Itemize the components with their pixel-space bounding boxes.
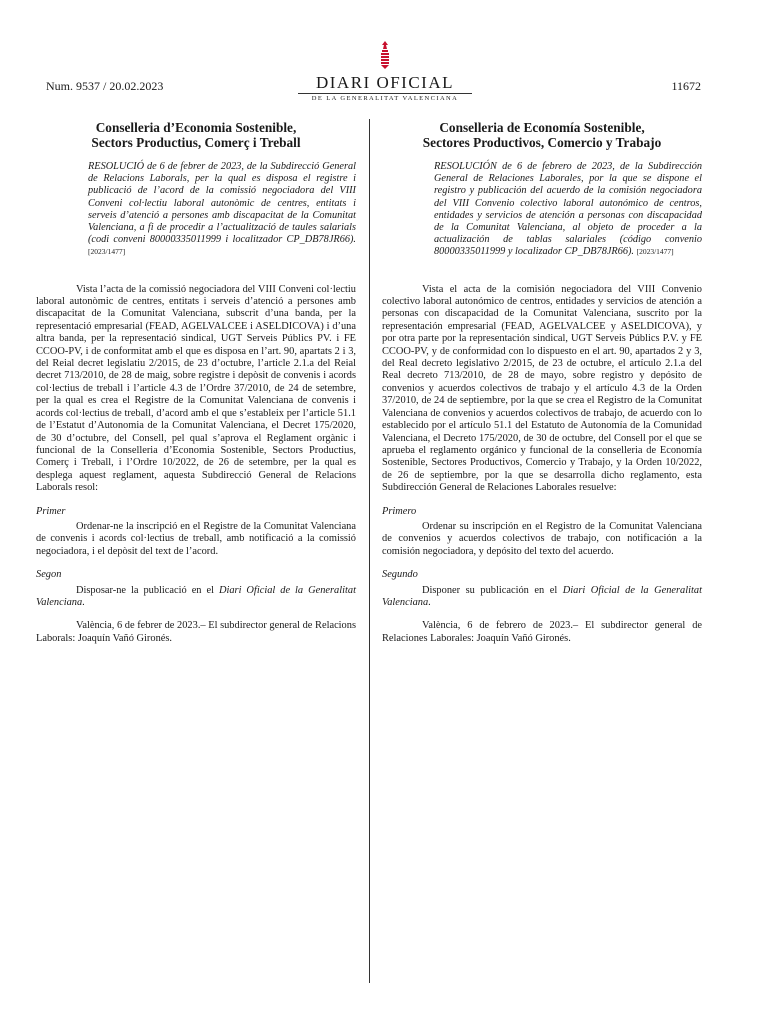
- logo-title: DIARI OFICIAL: [315, 73, 455, 92]
- column-divider: [369, 119, 370, 983]
- reference-code: [2023/1477]: [636, 247, 674, 257]
- signature: València, 6 de febrero de 2023.– El subdirector general de Relaciones Laborales: Joaquín Vañó Gironés.: [382, 620, 702, 644]
- second-disposition-post: .: [428, 596, 431, 608]
- section-label-second: Segundo: [382, 569, 418, 581]
- department-heading: [382, 120, 702, 150]
- dogv-logo: [290, 40, 480, 102]
- section-label-first: Primero: [382, 505, 417, 517]
- section-label-first: Primer: [36, 505, 66, 517]
- section-label-second: Segon: [36, 569, 62, 581]
- resolution-summary: [382, 161, 702, 259]
- second-disposition-post: .: [82, 596, 85, 608]
- department-heading-line2: Sectors Productius, Comerç i Treball: [91, 135, 301, 150]
- column-spanish: [382, 120, 702, 645]
- resolution-label: RESOLUCIÓ: [88, 161, 145, 172]
- second-disposition: [382, 585, 702, 610]
- bat-crest-icon: [378, 40, 392, 70]
- resolution-text: de 6 de febrer de 2023, de la Subdirecció General de Relacions Laborals, per la qual es disposa el registre i publicació de l’acord de la comissió negociadora del VIII Conveni col·lectiu laboral autonòmic de centres, entitats i serveis d’atenció a persones amb discapacitat de la Comunitat Valenciana, a fi de procedir a l’actualització de taules salarials (codi conveni 80000335011999 i localitzador CP_DB78JR66).: [88, 161, 356, 246]
- column-valencian: [36, 120, 356, 645]
- issue-number-date: Num. 9537 / 20.02.2023: [46, 79, 164, 93]
- resolution-summary: [36, 161, 356, 259]
- department-heading-line1: Conselleria d’Economia Sostenible,: [95, 120, 297, 135]
- body-paragraph: Vista l’acta de la comissió negociadora del VIII Conveni col·lectiu laboral autonòmic de centres, entitats i serveis d’atenció a persones amb discapacitat de la Comunitat Valenciana, subscrit d’una banda, per la representació empresarial (FEAD, AGELVALCEE i ASELDICOVA) i d’una altra banda, per la representació sindical, UGT Serveis Públics PV. i FE CCOO-PV, i de conformitat amb el que es disposa en l’art. 90, apartats 2 i 3, del Reial decret legislatiu 2/2015, de 23 d’octubre, l’article 2.1.a del Reial decret 713/2010, de 28 de maig, sobre registre i depòsit de convenis i acords col·lectius de treball i l’article 4.3 de l’Ordre 37/2010, de 24 de setembre, per la qual es crea el Registre de la Comunitat Valenciana de convenis i acords col·lectius de treball, d’acord amb el que s’estableix per l’article 51.1 de l’Estatut d’Autonomia de la Comunitat Valenciana, el Decret 175/2020, de 30 d’octubre, del Consell, pel qual s’aprova el Reglament orgànic i funcional de la Conselleria d’Economia Sostenible, Sectors Productius, Comerç i Treball, i l’Ordre 10/2022, de 26 de setembre, per la qual es desplega aquest reglament, aquesta Subdirecció General de Relacions Laborals resol:: [36, 283, 356, 494]
- page-number: 11672: [671, 79, 701, 93]
- department-heading: [36, 120, 356, 150]
- logo-subtitle: DE LA GENERALITAT VALENCIANA: [298, 93, 472, 102]
- first-disposition: Ordenar-ne la inscripció en el Registre de la Comunitat Valenciana de convenis i acords col·lectius de treball, amb notificació a la comissió negociadora, i el depòsit del text de l’acord.: [36, 520, 356, 557]
- signature: València, 6 de febrer de 2023.– El subdirector general de Relacions Laborals: Joaquín Vañó Gironés.: [36, 620, 356, 644]
- second-disposition-pre: Disponer su publicación en el: [422, 584, 563, 596]
- resolution-text: de 6 de febrero de 2023, de la Subdirección General de Relaciones Laborales, por la que se dispone el registro y publicación del acuerdo de la comisión negociadora del VIII Convenio colectivo laboral autonómico de centros, entidades y servicios de atención a personas con discapacidad de la Comunitat Valenciana, al objeto de proceder a la actualización de tablas salariales (código convenio 80000335011999 y localizador CP_DB78JR66).: [434, 161, 702, 258]
- reference-code: [2023/1477]: [88, 247, 126, 257]
- first-disposition: Ordenar su inscripción en el Registro de la Comunitat Valenciana de convenios y acuerdos colectivos de trabajo, con notificación a la comisión negociadora, y depósito del texto del acuerdo.: [382, 520, 702, 557]
- resolution-label: RESOLUCIÓN: [434, 161, 497, 172]
- second-disposition-pre: Disposar-ne la publicació en el: [76, 584, 219, 596]
- body-paragraph: Vista el acta de la comisión negociadora del VIII Convenio colectivo laboral autonómico de centros, entidades y servicios de atención a personas con discapacidad de la Comunitat Valenciana, suscrito por la representación empresarial (FEAD, AGELVALCEE y ASELDICOVA), y por otra parte por la representación sindical, UGT Serveis Públics P.V. y FE CCOO-PV, y de conformidad con lo dispuesto en el art. 90, apartados 2 y 3, del Real decreto legislativo 2/2015, de 23 de octubre, el artículo 2.1.a del Real decreto 713/2010, de 28 de mayo, sobre registro y depósito de convenios y acuerdos colectivos de trabajo y el artículo 4.3 de la Orden 37/2010, de 24 de septiembre, por la que se crea el Registro de la Comunitat Valenciana de convenios y acuerdos colectivos de trabajo, de acuerdo con lo establecido por el artículo 51.1 del Estatuto de Autonomía de la Comunidad Valenciana, el Decreto 175/2020, de 30 de octubre, del Consell por el que se aprueba el reglamento orgánico y funcional de la conselleria de Economía Sostenible, Sectores Productivos, Comercio y Trabajo, y la Orden 10/2022, de 26 de septiembre, por la que se desarrolla dicho reglamento, esta Subdirección General de Relaciones Laborales resuelve:: [382, 283, 702, 494]
- department-heading-line1: Conselleria de Economía Sostenible,: [439, 120, 645, 135]
- second-disposition: [36, 585, 356, 610]
- gazette-name: Diari Oficial de la Generalitat Valenciana: [36, 584, 356, 608]
- department-heading-line2: Sectores Productivos, Comercio y Trabajo: [422, 135, 662, 150]
- gazette-name: Diari Oficial de la Generalitat Valenciana: [382, 584, 702, 608]
